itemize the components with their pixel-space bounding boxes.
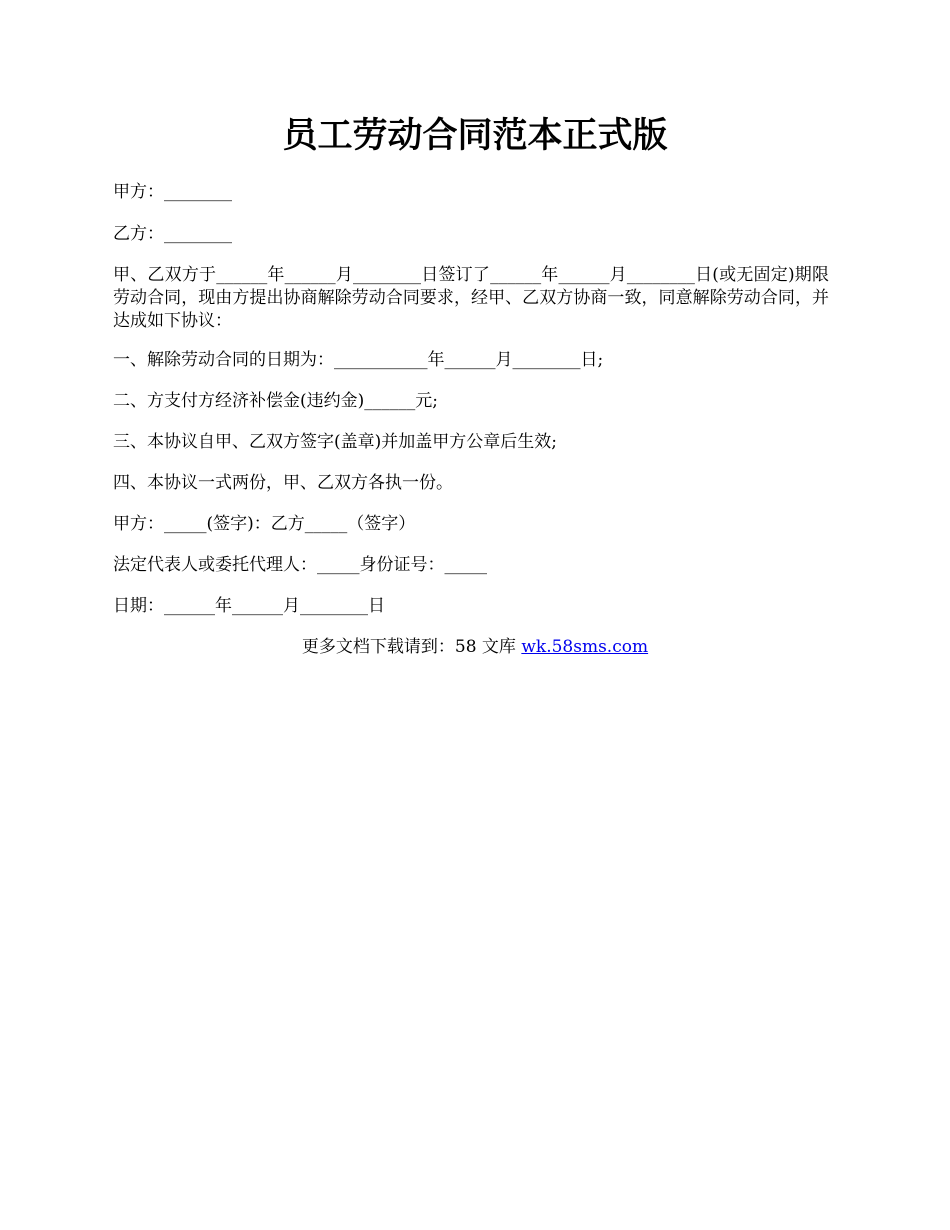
- footer-text: 更多文档下载请到：58 文库: [301, 637, 522, 657]
- party-b-line: 乙方：________: [113, 224, 232, 244]
- clause-1: 一、解除劳动合同的日期为：___________年______月________日;: [113, 350, 604, 370]
- footer-link[interactable]: wk.58sms.com: [521, 637, 649, 657]
- date-line: 日期：______年______月________日: [113, 596, 385, 616]
- intro-paragraph: 甲、乙双方于______年______月________日签订了______年______月________日(或无固定)期限劳动合同，现由方提出协商解除劳动合同要求，经甲、乙双方协商一致，同意解除劳动合同，并达成如下协议：: [113, 265, 829, 331]
- footer: [0, 636, 950, 659]
- clause-4: 四、本协议一式两份，甲、乙双方各执一份。: [113, 473, 453, 493]
- clause-2: 二、方支付方经济补偿金(违约金)______元;: [113, 391, 438, 411]
- representative-line: 法定代表人或委托代理人：_____身份证号：_____: [113, 555, 487, 575]
- clause-3: 三、本协议自甲、乙双方签字(盖章)并加盖甲方公章后生效;: [113, 432, 557, 452]
- signature-line: 甲方：_____(签字)：乙方_____（签字）: [113, 514, 416, 534]
- party-a-line: 甲方：________: [113, 182, 232, 202]
- document-title: 员工劳动合同范本正式版: [282, 115, 668, 156]
